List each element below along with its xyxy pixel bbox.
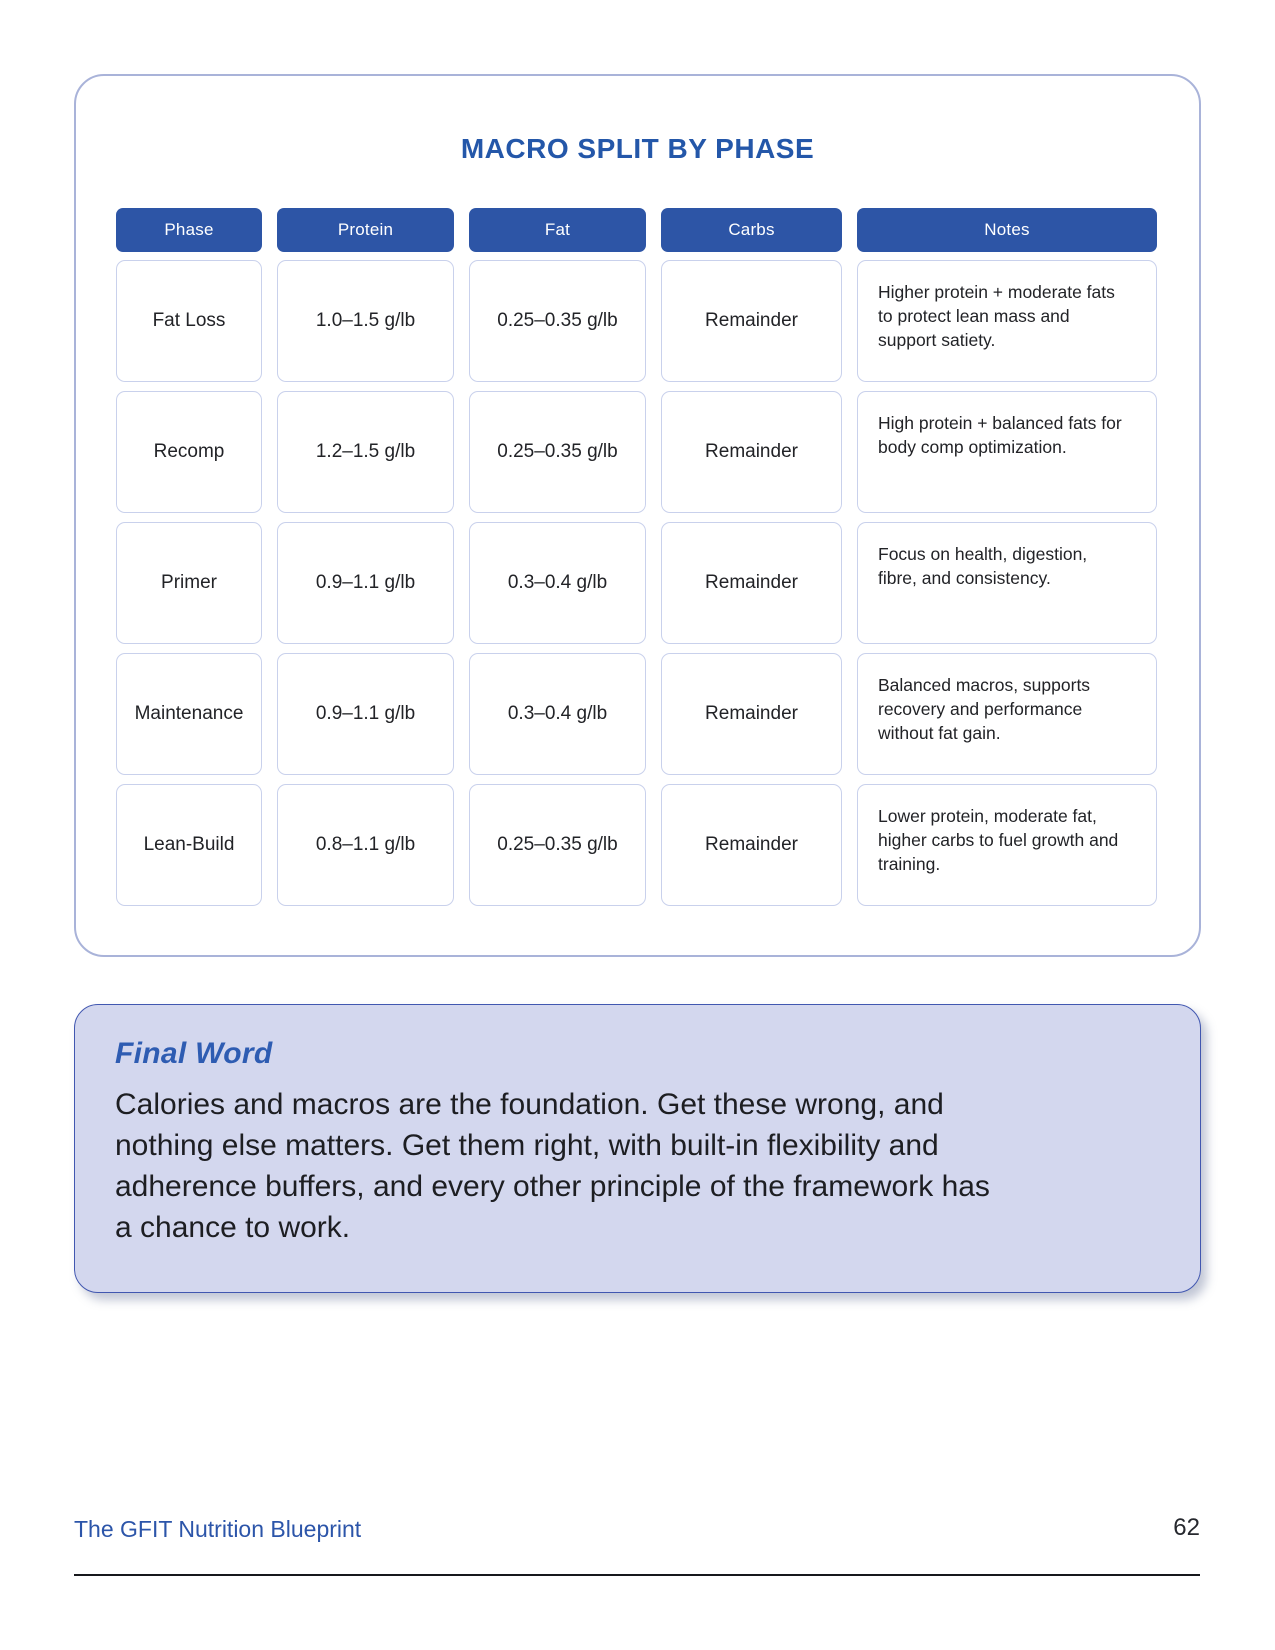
table-row [116,522,1159,644]
carbs-cell: Remainder [661,391,842,513]
table-body [116,260,1159,906]
carbs-cell: Remainder [661,784,842,906]
fat-cell: 0.25–0.35 g/lb [469,784,646,906]
final-word-body [115,1084,1160,1248]
phase-cell: Maintenance [116,653,262,775]
table-row [116,784,1159,906]
column-header-phase: Phase [116,208,262,252]
notes-cell: Balanced macros, supports recovery and performance without fat gain. [857,653,1157,775]
column-header-notes: Notes [857,208,1157,252]
final-word-box [74,1004,1201,1293]
final-word-line: nothing else matters. Get them right, with built-in flexibility and [115,1129,939,1162]
phase-cell: Recomp [116,391,262,513]
table-title: MACRO SPLIT BY PHASE [460,133,815,164]
final-word-line: Calories and macros are the foundation. Get these wrong, and [115,1088,944,1121]
column-header-protein: Protein [277,208,454,252]
phase-cell: Lean-Build [116,784,262,906]
carbs-cell: Remainder [661,260,842,382]
fat-cell: 0.25–0.35 g/lb [469,260,646,382]
final-word-line: a chance to work. [115,1211,351,1244]
table-row [116,260,1159,382]
footer-divider [74,1574,1200,1576]
table-row [116,391,1159,513]
protein-cell: 1.0–1.5 g/lb [277,260,454,382]
protein-cell: 1.2–1.5 g/lb [277,391,454,513]
fat-cell: 0.3–0.4 g/lb [469,653,646,775]
carbs-cell: Remainder [661,653,842,775]
final-word-title: Final Word [115,1037,273,1070]
table-row [116,653,1159,775]
macro-table-card [74,74,1201,957]
phase-cell: Primer [116,522,262,644]
notes-cell: Higher protein + moderate fats to protect lean mass and support satiety. [857,260,1157,382]
notes-cell: Focus on health, digestion, fibre, and consistency. [857,522,1157,644]
notes-cell: Lower protein, moderate fat, higher carbs to fuel growth and training. [857,784,1157,906]
protein-cell: 0.9–1.1 g/lb [277,653,454,775]
protein-cell: 0.8–1.1 g/lb [277,784,454,906]
fat-cell: 0.3–0.4 g/lb [469,522,646,644]
protein-cell: 0.9–1.1 g/lb [277,522,454,644]
final-word-line: adherence buffers, and every other principle of the framework has [115,1170,990,1203]
notes-cell: High protein + balanced fats for body comp optimization. [857,391,1157,513]
fat-cell: 0.25–0.35 g/lb [469,391,646,513]
phase-cell: Fat Loss [116,260,262,382]
carbs-cell: Remainder [661,522,842,644]
column-header-carbs: Carbs [661,208,842,252]
column-header-fat: Fat [469,208,646,252]
footer-book-title: The GFIT Nutrition Blueprint [74,1516,362,1542]
footer-page-number: 62 [1173,1514,1200,1541]
table-header-row [116,208,1159,252]
